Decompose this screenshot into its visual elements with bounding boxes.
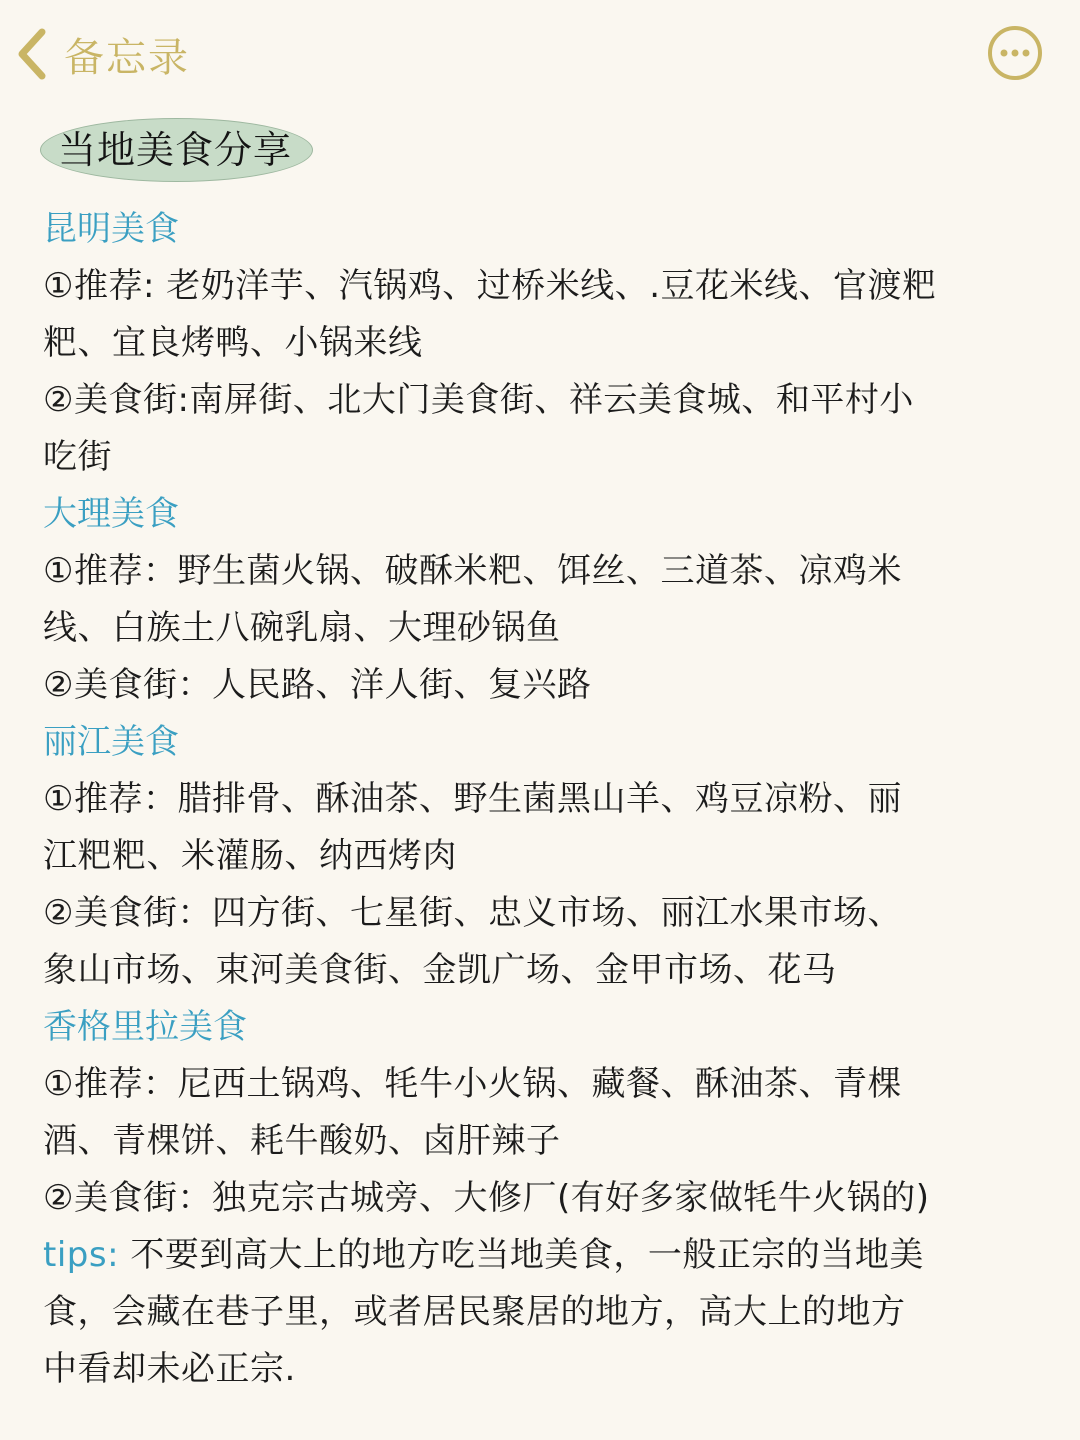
more-button[interactable] <box>986 24 1044 82</box>
text-line: 吃街 <box>43 437 112 477</box>
more-horizontal-icon <box>986 24 1044 82</box>
chevron-left-icon <box>14 26 48 82</box>
text-line: ②美食街:南屏街、北大门美食街、祥云美食城、和平村小 <box>43 380 914 420</box>
top-bar <box>0 0 1080 110</box>
section-heading: 昆明美食 <box>43 209 179 249</box>
note-title: 当地美食分享 <box>58 128 293 172</box>
text-line: 粑、宜良烤鸭、小锅来线 <box>43 323 423 363</box>
section-shangri-la <box>43 999 1043 1227</box>
note-title-badge <box>40 118 315 184</box>
text-line: 线、白族土八碗乳扇、大理砂锅鱼 <box>43 608 561 648</box>
text-line: 江粑粑、米灌肠、纳西烤肉 <box>43 836 457 876</box>
back-label: 备忘录 <box>64 34 190 81</box>
tips-label: tips: <box>43 1235 120 1275</box>
text-line: ①推荐：野生菌火锅、破酥米粑、饵丝、三道茶、凉鸡米 <box>43 551 902 591</box>
section-kunming <box>43 201 1043 486</box>
text-line: ①推荐: 老奶洋芋、汽锅鸡、过桥米线、.豆花米线、官渡粑 <box>43 266 937 306</box>
section-heading: 大理美食 <box>43 494 179 534</box>
section-heading: 丽江美食 <box>43 722 179 762</box>
text-line: ①推荐：尼西土锅鸡、牦牛小火锅、藏餐、酥油茶、青棵 <box>43 1064 902 1104</box>
tips-line: 中看却未必正宗. <box>43 1349 296 1389</box>
section-heading: 香格里拉美食 <box>43 1007 247 1047</box>
back-button[interactable] <box>14 22 190 86</box>
section-dali <box>43 486 1043 714</box>
note-body[interactable] <box>43 201 1043 1398</box>
tips-line: 食，会藏在巷子里，或者居民聚居的地方，高大上的地方 <box>43 1292 906 1332</box>
tips-block <box>43 1227 1043 1398</box>
text-line: ①推荐：腊排骨、酥油茶、野生菌黑山羊、鸡豆凉粉、丽 <box>43 779 902 819</box>
text-line: ②美食街：独克宗古城旁、大修厂(有好多家做牦牛火锅的) <box>43 1178 930 1218</box>
text-line: 酒、青棵饼、耗牛酸奶、卤肝辣子 <box>43 1121 561 1161</box>
section-lijiang <box>43 714 1043 999</box>
text-line: 象山市场、束河美食街、金凯广场、金甲市场、花马 <box>43 950 837 990</box>
text-line: ②美食街：人民路、洋人街、复兴路 <box>43 665 592 705</box>
tips-line <box>43 1227 1043 1284</box>
text-line: ②美食街：四方街、七星街、忠义市场、丽江水果市场、 <box>43 893 902 933</box>
tips-text: 不要到高大上的地方吃当地美食，一般正宗的当地美 <box>119 1235 924 1275</box>
